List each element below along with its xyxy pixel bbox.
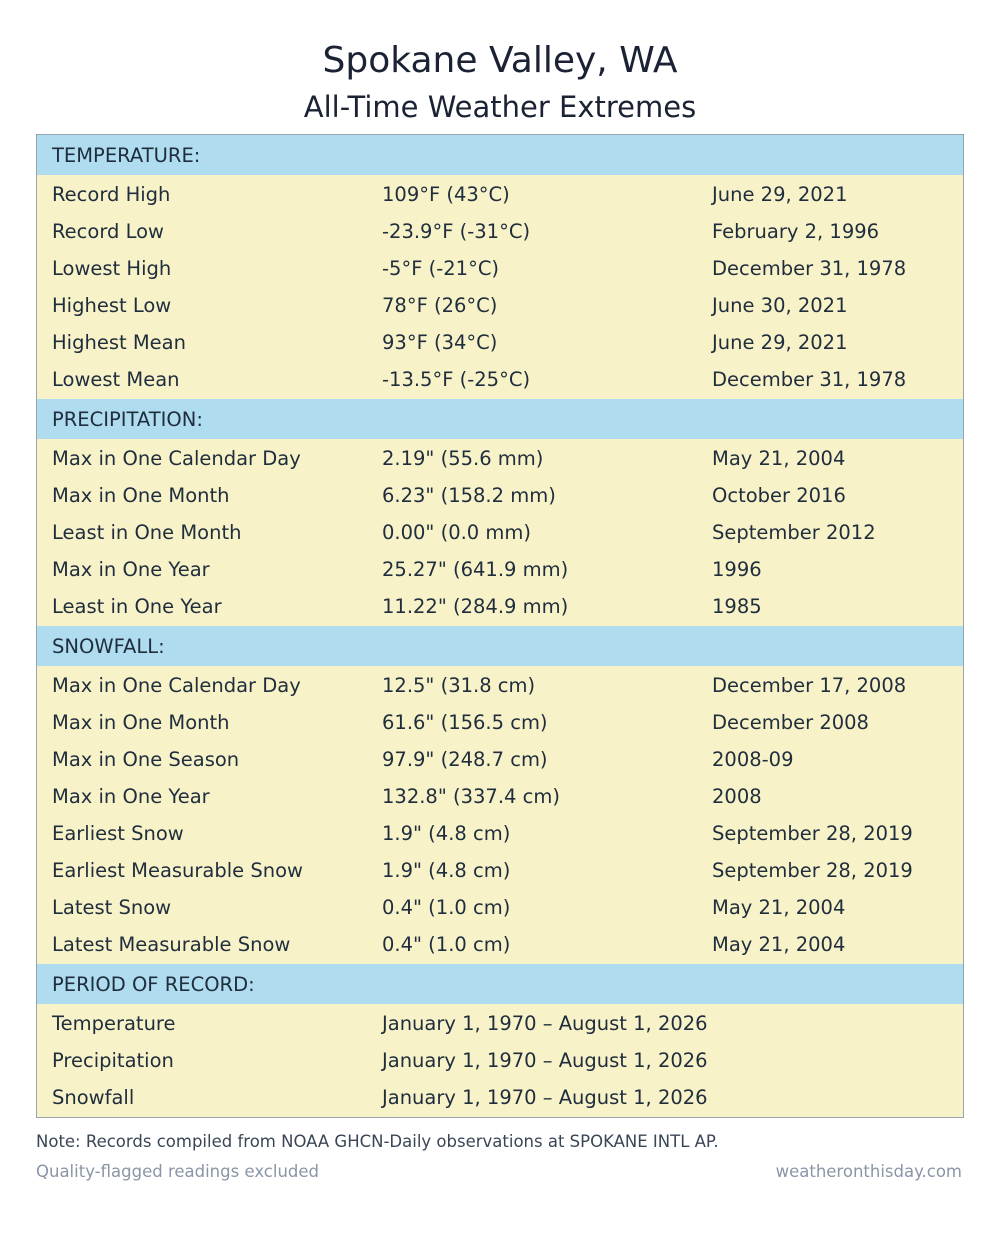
record-label: Record High (52, 183, 171, 206)
record-label: Max in One Year (52, 558, 210, 581)
record-date: 1985 (712, 595, 762, 618)
record-date: October 2016 (712, 484, 846, 507)
table-row (37, 778, 963, 815)
record-value: -23.9°F (-31°C) (382, 220, 531, 243)
record-date: December 31, 1978 (712, 257, 907, 280)
table-row (37, 1079, 963, 1116)
record-date: June 30, 2021 (712, 294, 848, 317)
record-value: 1.9" (4.8 cm) (382, 822, 511, 845)
table-row (37, 514, 963, 551)
record-value: 132.8" (337.4 cm) (382, 785, 560, 808)
record-label: Latest Measurable Snow (52, 933, 291, 956)
page-title: Spokane Valley, WA (322, 40, 678, 81)
section-rows (37, 666, 963, 964)
section-rows (37, 175, 963, 399)
table-row (37, 667, 963, 704)
record-label: Max in One Month (52, 484, 230, 507)
record-label: Least in One Month (52, 521, 242, 544)
table-row (37, 926, 963, 963)
record-label: Highest Mean (52, 331, 186, 354)
record-date: May 21, 2004 (712, 933, 846, 956)
table-row (37, 551, 963, 588)
table-row (37, 287, 963, 324)
record-label: Earliest Snow (52, 822, 184, 845)
record-value: 6.23" (158.2 mm) (382, 484, 556, 507)
record-value: 109°F (43°C) (382, 183, 510, 206)
record-date: May 21, 2004 (712, 896, 846, 919)
record-date: September 2012 (712, 521, 876, 544)
quality-note: Quality-flagged readings excluded (36, 1162, 320, 1181)
table-row (37, 250, 963, 287)
record-value: 25.27" (641.9 mm) (382, 558, 569, 581)
table-row (37, 477, 963, 514)
record-label: Max in One Month (52, 711, 230, 734)
record-label: Max in One Calendar Day (52, 447, 301, 470)
record-value: -13.5°F (-25°C) (382, 368, 531, 391)
record-value: 0.00" (0.0 mm) (382, 521, 532, 544)
record-label: Lowest High (52, 257, 172, 280)
record-date: September 28, 2019 (712, 822, 913, 845)
footnote: Note: Records compiled from NOAA GHCN-Daily observations at SPOKANE INTL AP. (36, 1132, 719, 1151)
record-value: 97.9" (248.7 cm) (382, 748, 548, 771)
record-value: 11.22" (284.9 mm) (382, 595, 569, 618)
record-value: January 1, 1970 – August 1, 2026 (382, 1049, 708, 1072)
page-subtitle: All-Time Weather Extremes (303, 90, 697, 124)
extremes-table (36, 134, 964, 1118)
record-value: 93°F (34°C) (382, 331, 498, 354)
record-date: February 2, 1996 (712, 220, 880, 243)
record-date: May 21, 2004 (712, 447, 846, 470)
record-value: January 1, 1970 – August 1, 2026 (382, 1086, 708, 1109)
section-header: PERIOD OF RECORD: (37, 964, 963, 1004)
record-label: Earliest Measurable Snow (52, 859, 303, 882)
record-date: September 28, 2019 (712, 859, 913, 882)
record-value: 12.5" (31.8 cm) (382, 674, 536, 697)
table-row (37, 176, 963, 213)
table-row (37, 588, 963, 625)
table-row (37, 1042, 963, 1079)
record-label: Snowfall (52, 1086, 135, 1109)
section-rows (37, 1004, 963, 1117)
table-row (37, 704, 963, 741)
record-label: Precipitation (52, 1049, 174, 1072)
table-row (37, 889, 963, 926)
record-value: 61.6" (156.5 cm) (382, 711, 548, 734)
record-label: Lowest Mean (52, 368, 180, 391)
record-value: -5°F (-21°C) (382, 257, 500, 280)
source-link[interactable]: weatheronthisday.com (775, 1162, 962, 1181)
record-value: 78°F (26°C) (382, 294, 498, 317)
table-row (37, 324, 963, 361)
record-label: Record Low (52, 220, 164, 243)
record-date: June 29, 2021 (712, 331, 848, 354)
record-date: 2008-09 (712, 748, 794, 771)
record-date: June 29, 2021 (712, 183, 848, 206)
record-label: Temperature (52, 1012, 176, 1035)
record-label: Least in One Year (52, 595, 222, 618)
record-value: 1.9" (4.8 cm) (382, 859, 511, 882)
table-row (37, 213, 963, 250)
record-label: Max in One Year (52, 785, 210, 808)
record-date: 1996 (712, 558, 762, 581)
table-row (37, 440, 963, 477)
record-label: Max in One Season (52, 748, 240, 771)
section-header: TEMPERATURE: (37, 135, 963, 175)
record-label: Highest Low (52, 294, 172, 317)
record-date: December 31, 1978 (712, 368, 907, 391)
record-value: January 1, 1970 – August 1, 2026 (382, 1012, 708, 1035)
record-label: Latest Snow (52, 896, 172, 919)
table-row (37, 815, 963, 852)
section-header: SNOWFALL: (37, 626, 963, 666)
record-value: 0.4" (1.0 cm) (382, 933, 511, 956)
record-value: 2.19" (55.6 mm) (382, 447, 544, 470)
record-date: December 2008 (712, 711, 869, 734)
record-date: December 17, 2008 (712, 674, 907, 697)
record-date: 2008 (712, 785, 762, 808)
section-header: PRECIPITATION: (37, 399, 963, 439)
record-value: 0.4" (1.0 cm) (382, 896, 511, 919)
table-row (37, 361, 963, 398)
section-rows (37, 439, 963, 626)
table-row (37, 1005, 963, 1042)
record-label: Max in One Calendar Day (52, 674, 301, 697)
table-row (37, 852, 963, 889)
table-row (37, 741, 963, 778)
